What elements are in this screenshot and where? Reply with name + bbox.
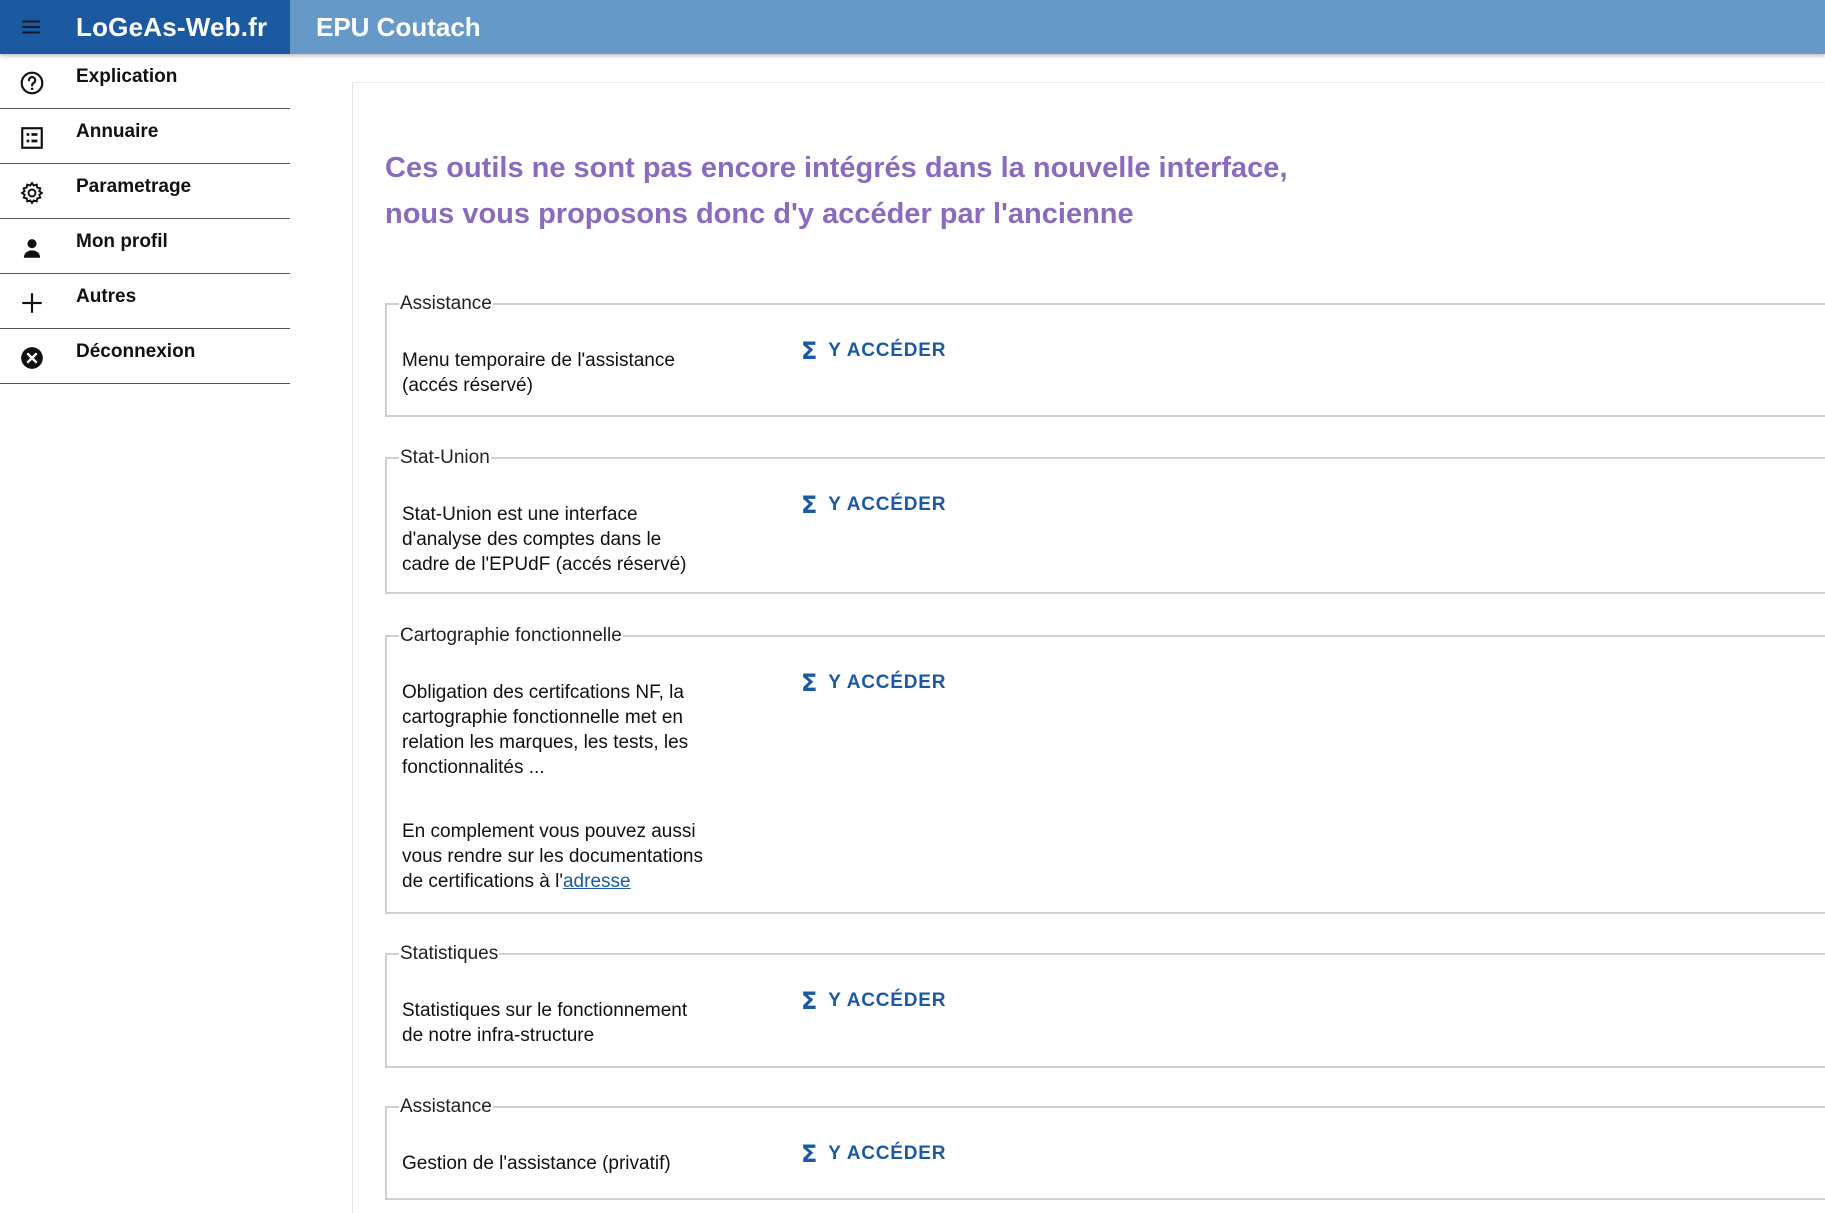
sidebar-item-label: Explication — [76, 66, 178, 87]
app-brand[interactable]: LoGeAs-Web.fr — [76, 11, 268, 42]
intro-line: Ces outils ne sont pas encore intégrés dans la nouvelle interface, — [385, 152, 1288, 184]
main-content — [352, 82, 1825, 1213]
access-button[interactable] — [801, 669, 946, 697]
sigma-icon: Σ — [801, 987, 819, 1015]
tool-panel-cartographie — [385, 625, 1825, 914]
hamburger-menu-icon — [19, 15, 43, 39]
tool-title: Statistiques — [400, 943, 499, 964]
sidebar-item-parametrage[interactable] — [0, 164, 290, 219]
tool-panel-assistance-privatif — [385, 1096, 1825, 1200]
intro-heading — [385, 145, 1385, 237]
page-title: EPU Coutach — [316, 11, 481, 42]
tool-description: Stat-Union est une interface d'analyse des comptes dans le cadre de l'EPUdF (accés réservé) — [402, 504, 687, 575]
help-circle-icon — [0, 54, 64, 109]
sidebar-item-annuaire[interactable] — [0, 109, 290, 164]
sidebar-item-label: Mon profil — [76, 231, 168, 252]
sidebar-item-label: Déconnexion — [76, 341, 196, 362]
person-icon — [0, 219, 64, 274]
sidebar-item-autres[interactable] — [0, 274, 290, 329]
sigma-icon: Σ — [801, 491, 819, 519]
access-button[interactable] — [801, 337, 946, 365]
top-app-bar — [0, 0, 1825, 54]
sidebar-item-explication[interactable] — [0, 54, 290, 109]
tool-panel-stat-union — [385, 447, 1825, 594]
gear-icon — [0, 164, 64, 219]
tool-title: Cartographie fonctionnelle — [400, 625, 622, 646]
intro-line: nous vous proposons donc d'y accéder par l'ancienne — [385, 198, 1134, 230]
sidebar-nav — [0, 54, 290, 384]
tool-description: Statistiques sur le fonctionnement de notre infra-structure — [402, 1000, 688, 1046]
brand-area — [0, 0, 290, 54]
sidebar-item-deconnexion[interactable] — [0, 329, 290, 384]
sidebar-item-mon-profil[interactable] — [0, 219, 290, 274]
access-button-label: Y ACCÉDER — [828, 990, 947, 1011]
tool-panel-assistance — [385, 293, 1825, 417]
sigma-icon: Σ — [801, 669, 819, 697]
list-box-icon — [0, 109, 64, 164]
sigma-icon: Σ — [801, 337, 819, 365]
plus-icon — [0, 274, 64, 329]
sidebar-item-label: Annuaire — [76, 121, 159, 142]
access-button-label: Y ACCÉDER — [828, 494, 947, 515]
tool-title: Assistance — [400, 1096, 492, 1117]
access-button[interactable] — [801, 1140, 946, 1168]
access-button-label: Y ACCÉDER — [828, 1143, 947, 1164]
sidebar-item-label: Autres — [76, 286, 137, 307]
access-button-label: Y ACCÉDER — [828, 340, 947, 361]
access-button[interactable] — [801, 491, 946, 519]
access-button[interactable] — [801, 987, 946, 1015]
menu-button[interactable] — [0, 0, 62, 54]
access-button-label: Y ACCÉDER — [828, 672, 947, 693]
sigma-icon: Σ — [801, 1140, 819, 1168]
close-circle-icon — [0, 329, 64, 384]
tool-description: Gestion de l'assistance (privatif) — [402, 1153, 671, 1174]
tool-description: Menu temporaire de l'assistance (accés réservé) — [402, 350, 675, 396]
tool-panel-statistiques — [385, 943, 1825, 1068]
tool-title: Stat-Union — [400, 447, 490, 468]
documentation-link[interactable]: adresse — [562, 871, 631, 892]
tool-title: Assistance — [400, 293, 492, 314]
sidebar-item-label: Parametrage — [76, 176, 192, 197]
tool-description: Obligation des certifcations NF, la cartographie fonctionnelle met en relation les marques, les tests, les fonctionnalités ... En complement vous pouvez aussi vous rendre sur les documentations de certifications à l'adresse — [402, 682, 703, 892]
